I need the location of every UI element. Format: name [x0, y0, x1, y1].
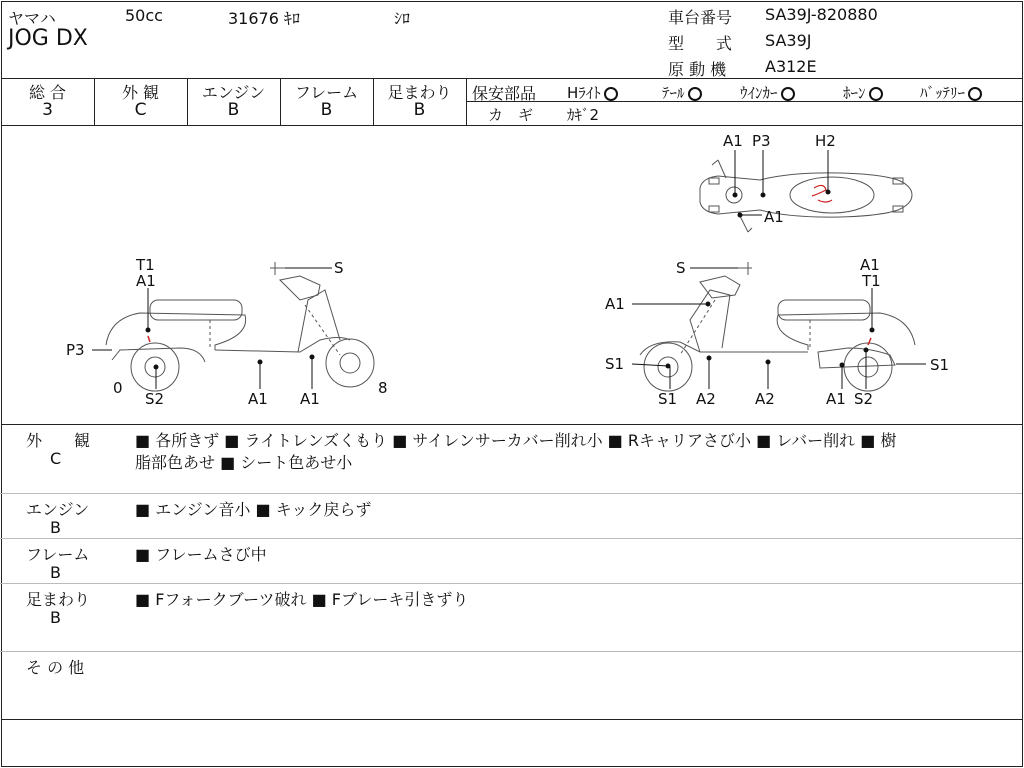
engine-notes-grade: B	[50, 518, 61, 537]
suspension-notes-label: 足まわり	[26, 590, 91, 609]
diag-label: 8	[378, 379, 388, 397]
exterior-label: 外 観	[121, 83, 160, 102]
engine-notes-label: エンジン	[26, 500, 90, 519]
safety-parts-label: 保安部品	[472, 84, 537, 103]
diag-label: A1	[826, 390, 846, 408]
overall-cell	[1, 78, 94, 125]
diag-label: S	[334, 259, 344, 277]
diag-label: S2	[854, 390, 874, 408]
ok-circle-icon	[604, 87, 618, 101]
diag-label: 0	[113, 379, 123, 397]
diag-label: S1	[930, 356, 950, 374]
top-view-sketch	[700, 160, 912, 232]
diag-label: A2	[755, 390, 775, 408]
type-value: SA39J	[765, 31, 812, 50]
suspension-cell	[373, 78, 466, 125]
engine-notes-text: ■ エンジン音小 ■ キック戻らず	[135, 500, 372, 519]
frame-notes-label: フレーム	[26, 545, 90, 564]
key-value: ｶｷﾞ2	[567, 106, 600, 124]
safety-headlight: Hﾗｲﾄ	[567, 82, 618, 103]
color: ｼﾛ	[394, 9, 411, 28]
suspension-grade: B	[413, 100, 426, 120]
diag-label: A1	[605, 295, 625, 313]
diag-label: A2	[696, 390, 716, 408]
other-notes-label: そ の 他	[26, 658, 85, 677]
exterior-notes-line1: ■ 各所きず ■ ライトレンズくもり ■ サイレンサーカバー削れ小 ■ Rキャリアさび小 ■ レバー削れ ■ 樹	[135, 431, 897, 450]
diag-label: T1	[862, 272, 881, 290]
engine-value: A312E	[765, 57, 817, 76]
ok-circle-icon	[968, 87, 982, 101]
exterior-cell	[94, 78, 187, 125]
safety-winker: ｳｲﾝｶｰ	[740, 82, 795, 103]
safety-horn: ﾎｰﾝ	[843, 82, 883, 103]
frame-notes-text: ■ フレームさび中	[135, 545, 267, 564]
diag-label: A1	[300, 390, 320, 408]
diag-label: A1	[248, 390, 268, 408]
frame-grade-label: フレーム	[294, 83, 359, 102]
suspension-notes-text: ■ Fフォークブーツ破れ ■ Fブレーキ引きずり	[135, 590, 469, 609]
exterior-notes-line2: 脂部色あせ ■ シート色あせ小	[135, 453, 353, 472]
damage-diagram	[0, 126, 1022, 424]
diag-label: A1	[136, 272, 156, 290]
exterior-grade: C	[134, 100, 147, 120]
frame-no-label: 車台番号	[668, 8, 733, 27]
displacement: 50cc	[125, 6, 163, 25]
ok-circle-icon	[781, 87, 795, 101]
safety-tail: ﾃｰﾙ	[662, 82, 702, 103]
diag-label: T1	[136, 256, 155, 274]
maker: ヤマハ	[8, 9, 56, 28]
overall-label: 総 合	[28, 83, 67, 102]
diag-label: A1	[860, 256, 880, 274]
model-name: JOG DX	[8, 26, 88, 51]
diag-label: S	[676, 259, 686, 277]
diag-label: S1	[605, 355, 625, 373]
suspension-notes-grade: B	[50, 608, 61, 627]
engine-grade-label: エンジン	[201, 83, 266, 102]
frame-cell	[280, 78, 373, 125]
mileage: 31676 ｷﾛ	[228, 9, 300, 28]
frame-no: SA39J-820880	[765, 5, 878, 24]
exterior-notes-grade: C	[50, 449, 62, 468]
diag-label: A1	[723, 132, 743, 150]
engine-cell	[187, 78, 280, 125]
diag-label: S1	[658, 390, 678, 408]
diag-label: S2	[145, 390, 165, 408]
diag-label: P3	[66, 341, 85, 359]
safety-battery: ﾊﾞｯﾃﾘｰ	[920, 82, 982, 103]
diag-label: P3	[752, 132, 771, 150]
ok-circle-icon	[688, 87, 702, 101]
type-label: 型 式	[668, 34, 733, 53]
frame-grade: B	[320, 100, 333, 120]
diag-label: A1	[764, 208, 784, 226]
suspension-grade-label: 足まわり	[387, 83, 452, 102]
engine-grade: B	[227, 100, 240, 120]
engine-label: 原 動 機	[668, 60, 727, 79]
exterior-notes-label: 外 観	[26, 431, 91, 450]
frame-notes-grade: B	[50, 563, 61, 582]
ok-circle-icon	[869, 87, 883, 101]
key-label: カ ギ	[488, 106, 534, 124]
overall-grade: 3	[42, 100, 53, 120]
diag-label: H2	[815, 132, 836, 150]
